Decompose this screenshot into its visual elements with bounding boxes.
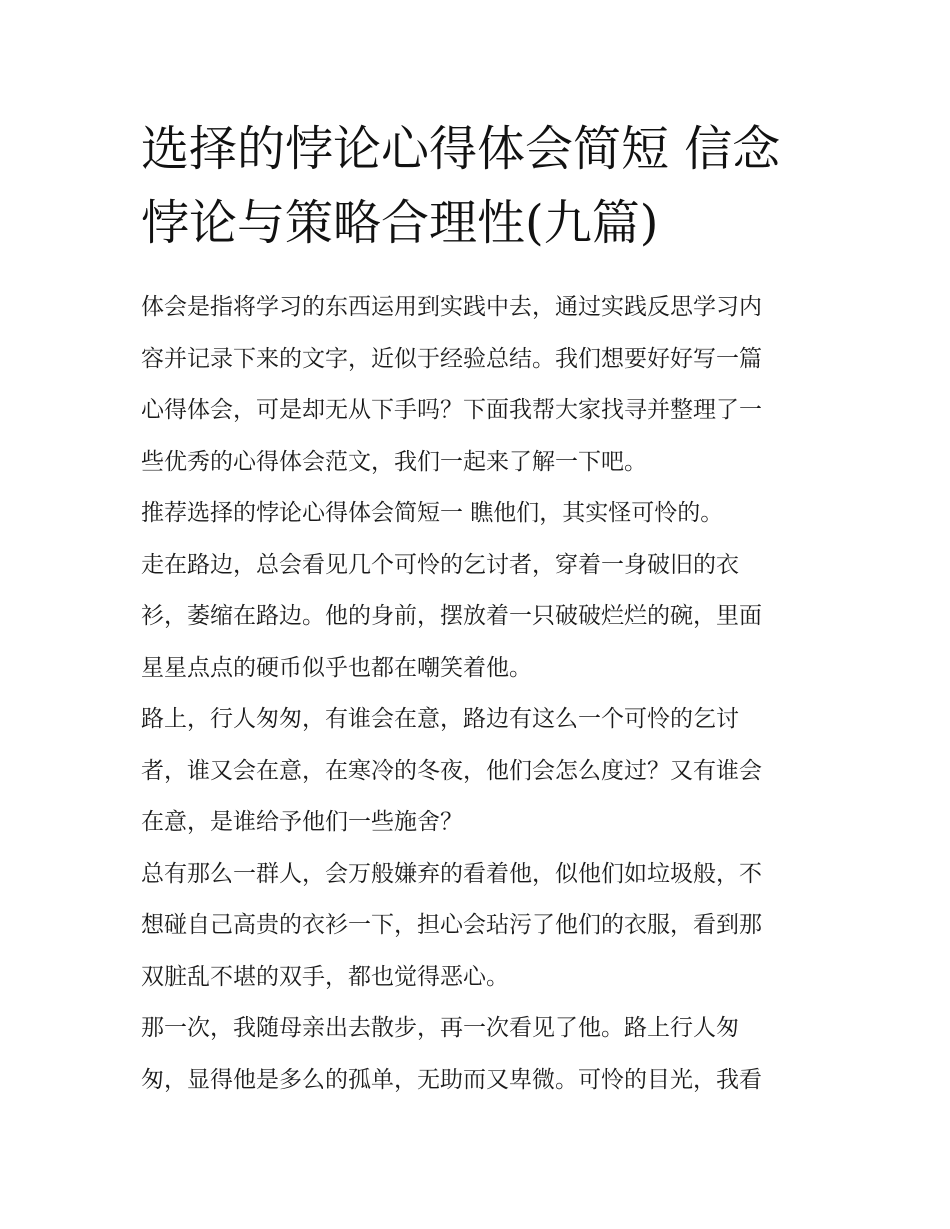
- body-line: 些优秀的心得体会范文，我们一起来了解一下吧。: [141, 448, 647, 475]
- document-body: [141, 282, 813, 1106]
- body-line: 星星点点的硬币似乎也都在嘲笑着他。: [141, 654, 532, 681]
- body-line: 路上，行人匆匆，有谁会在意，路边有这么一个可怜的乞讨: [141, 706, 739, 732]
- body-line: 容并记录下来的文字，近似于经验总结。我们想要好好写一篇: [141, 345, 762, 372]
- body-line: 者，谁又会在意，在寒冷的冬夜，他们会怎么度过？又有谁会: [141, 757, 762, 784]
- body-line: 推荐选择的悖论心得体会简短一 瞧他们，其实怪可怜的。: [141, 500, 724, 526]
- title-line: 悖论与策略合理性(九篇): [141, 195, 659, 251]
- title-line: 选择的悖论心得体会简短 信念: [141, 121, 781, 177]
- body-line: 在意，是谁给予他们一些施舍？: [141, 809, 463, 835]
- body-line: 衫，萎缩在路边。他的身前，摆放着一只破破烂烂的碗，里面: [141, 603, 762, 629]
- document-title: [141, 112, 813, 260]
- body-line: 想碰自己高贵的衣衫一下，担心会玷污了他们的衣服，看到那: [141, 912, 762, 938]
- document-content: [141, 112, 813, 1106]
- body-line: 走在路边，总会看见几个可怜的乞讨者，穿着一身破旧的衣: [141, 551, 739, 578]
- body-line: 总有那么一群人，会万般嫌弃的看着他，似他们如垃圾般，不: [141, 860, 762, 887]
- body-line: 双脏乱不堪的双手，都也觉得恶心。: [141, 963, 509, 990]
- body-line: 心得体会，可是却无从下手吗？下面我帮大家找寻并整理了一: [141, 397, 762, 423]
- body-line: 匆，显得他是多么的孤单，无助而又卑微。可怜的目光，我看: [141, 1066, 762, 1093]
- body-line: 那一次，我随母亲出去散步，再一次看见了他。路上行人匆: [141, 1015, 739, 1041]
- body-line: 体会是指将学习的东西运用到实践中去，通过实践反思学习内: [141, 294, 762, 320]
